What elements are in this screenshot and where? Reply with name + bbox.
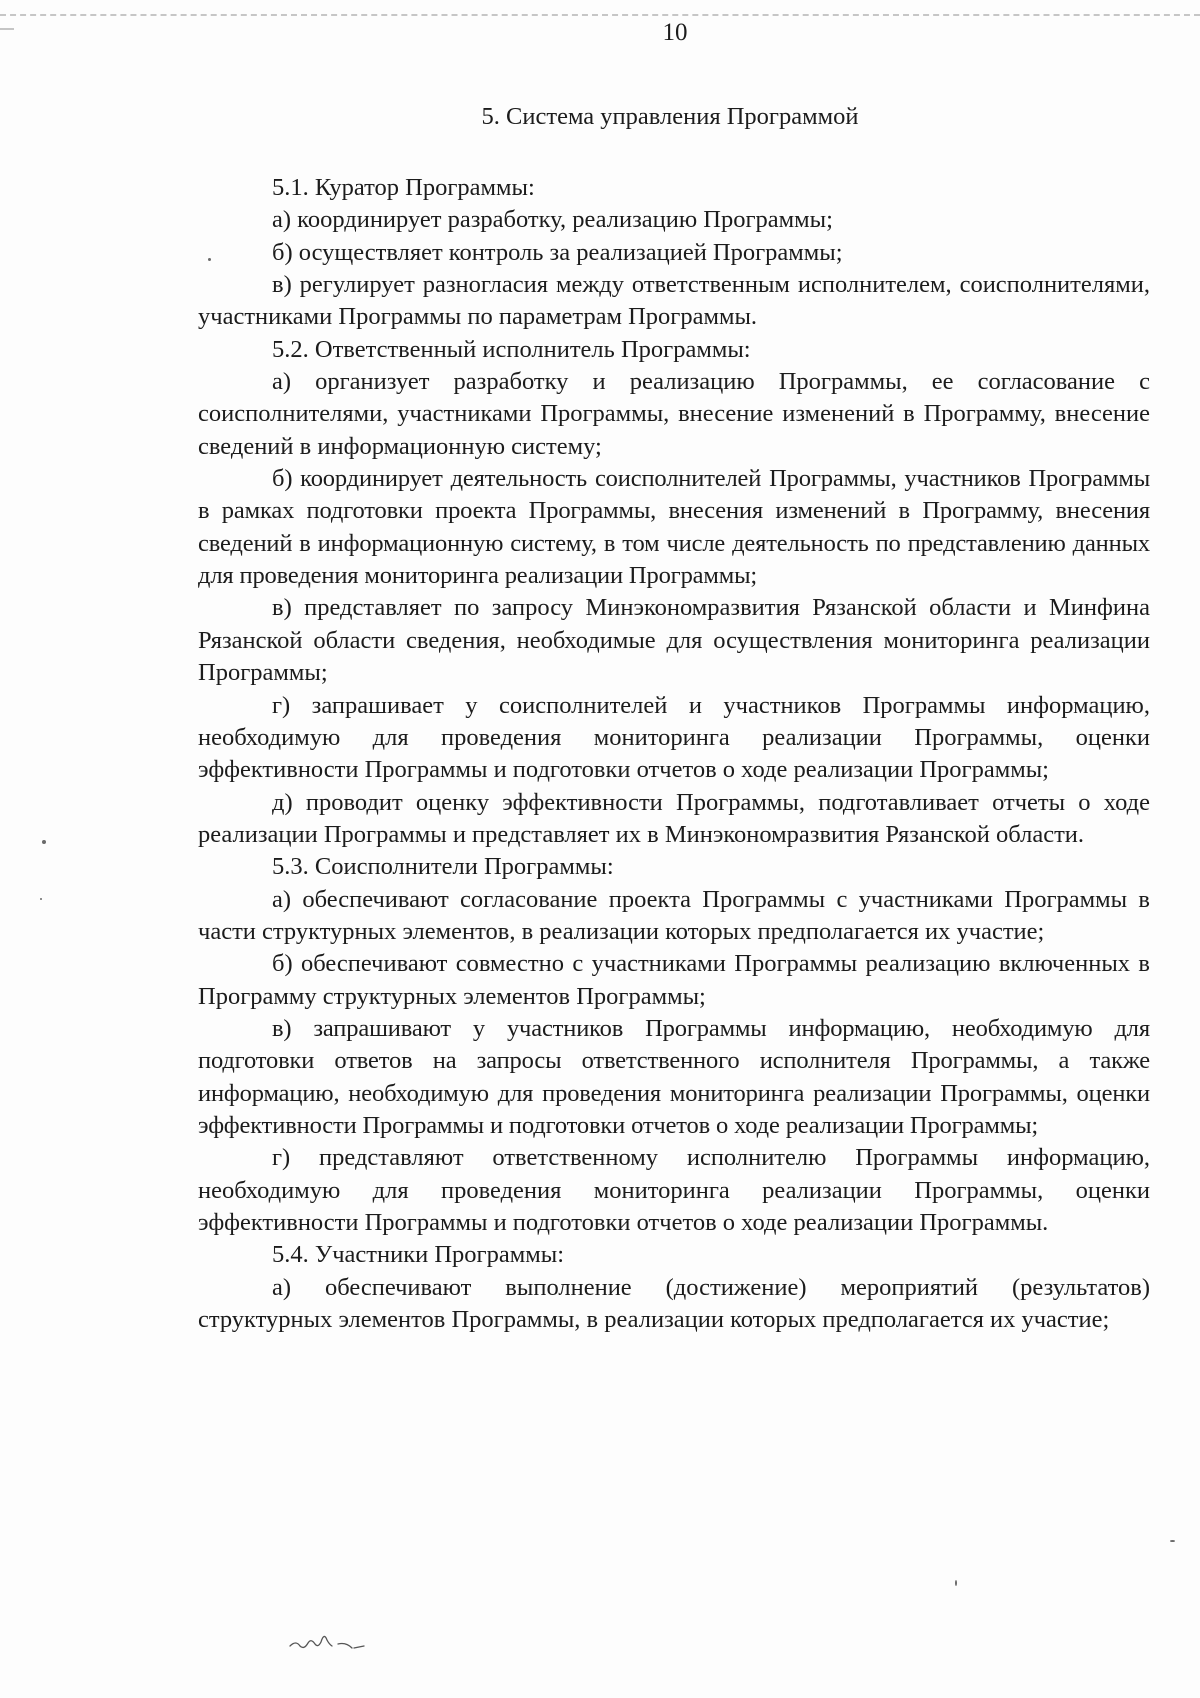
- paragraph: д) проводит оценку эффективности Программы, подготавливает отчеты о ходе реализации Программы и представляет их в Минэкономразвития Рязанской области.: [198, 788, 1150, 848]
- document-body: [198, 172, 1150, 1336]
- scan-speck: [1170, 1540, 1175, 1542]
- paragraph: 5.4. Участники Программы:: [272, 1241, 565, 1269]
- paragraph: б) координирует деятельность соисполнителей Программы, участников Программы в рамках подготовки проекта Программы, внесения изменений в Программу, внесения сведений в информационную систему, в том числе деятельность по представлению данных для проведения мониторинга реализации Программы;: [198, 465, 1150, 590]
- paragraph: в) регулирует разногласия между ответственным исполнителем, соисполнителями, участниками Программы по параметрам Программы.: [198, 271, 1150, 331]
- paragraph: 5.2. Ответственный исполнитель Программы:: [272, 335, 751, 363]
- paragraph: г) запрашивает у соисполнителей и участников Программы информацию, необходимую для проведения мониторинга реализации Программы, оценки эффективности Программы и подготовки отчетов о ходе реализации Программы;: [198, 691, 1150, 784]
- section-title: 5. Система управления Программой: [481, 103, 859, 130]
- scan-speck: [42, 840, 46, 844]
- page-number: 10: [662, 19, 688, 46]
- paragraph: а) обеспечивают согласование проекта Программы с участниками Программы в части структурных элементов, в реализации которых предполагается их участие;: [198, 885, 1150, 945]
- scan-speck: [208, 258, 211, 261]
- paragraph: 5.3. Соисполнители Программы:: [272, 853, 614, 881]
- handwritten-mark: [288, 1624, 408, 1654]
- paragraph: а) организует разработку и реализацию Программы, ее согласование с соисполнителями, участниками Программы, внесение изменений в Программу, внесение сведений в информационную систему;: [198, 368, 1150, 460]
- paragraph: 5.1. Куратор Программы:: [272, 174, 535, 201]
- paragraph: б) обеспечивают совместно с участниками Программы реализацию включенных в Программу структурных элементов Программы;: [198, 950, 1150, 1010]
- paragraph: б) осуществляет контроль за реализацией Программы;: [272, 238, 843, 266]
- paragraph: а) обеспечивают выполнение (достижение) мероприятий (результатов) структурных элементов Программы, в реализации которых предполагается их участие;: [198, 1273, 1150, 1334]
- paragraph: в) запрашивают у участников Программы информацию, необходимую для подготовки ответов на запросы ответственного исполнителя Программы, а также информацию, необходимую для проведения мониторинга реализации Программы, оценки эффективности Программы и подготовки отчетов о ходе реализации Программы;: [198, 1014, 1150, 1139]
- paragraph: а) координирует разработку, реализацию Программы;: [272, 206, 833, 234]
- paragraph: г) представляют ответственному исполнителю Программы информацию, необходимую для проведения мониторинга реализации Программы, оценки эффективности Программы и подготовки отчетов о ходе реализации Программы.: [198, 1144, 1150, 1236]
- scan-speck: [955, 1580, 957, 1586]
- paragraph: в) представляет по запросу Минэкономразвития Рязанской области и Минфина Рязанской области сведения, необходимые для осуществления мониторинга реализации Программы;: [198, 594, 1150, 687]
- scan-speck: [40, 898, 42, 900]
